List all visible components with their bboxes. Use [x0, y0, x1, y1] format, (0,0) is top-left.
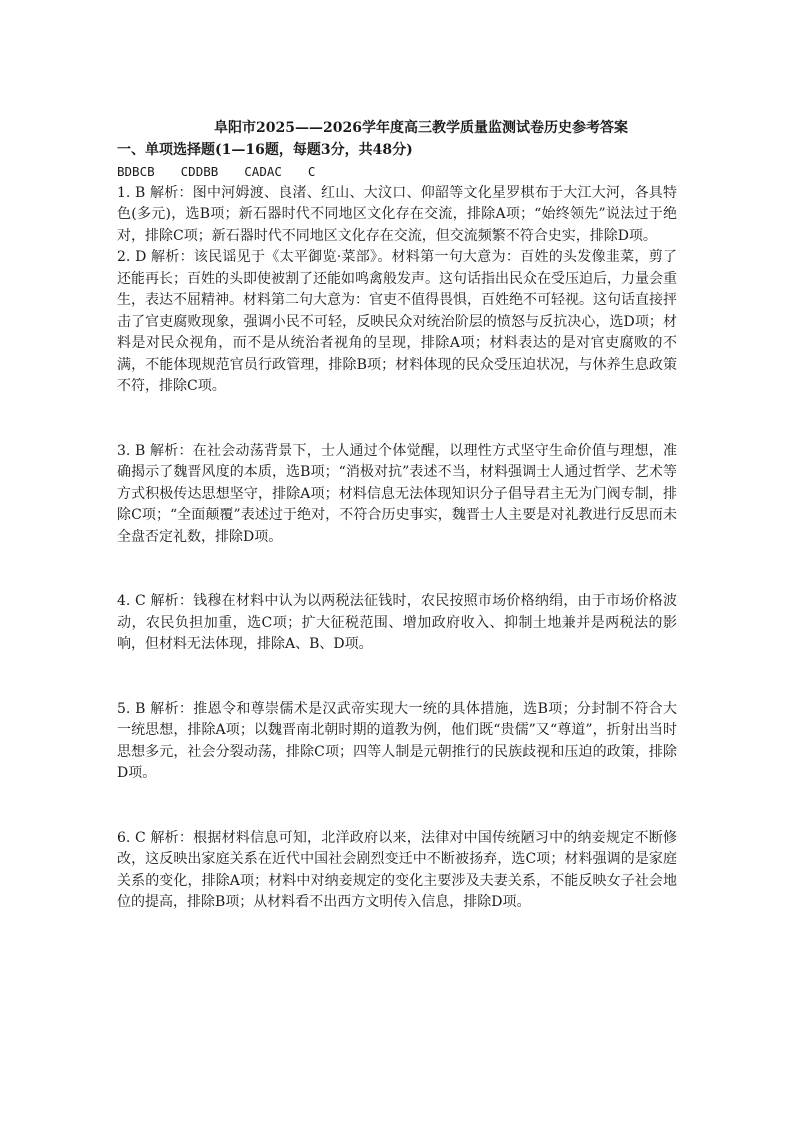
item-number: 4. C 解析： — [117, 593, 194, 609]
item-text: 推恩令和尊崇儒术是汉武帝实现大一统的具体措施，选B项；分封制不符合大一统思想，排除A项；以魏晋南北朝时期的道教为例，他们既“贵儒”又“尊道”，折射出当时思想多元，社会分裂动荡，排除C项；四等人制是元朝推行的民族歧视和压迫的政策，排除D项。 — [117, 700, 677, 781]
item-number: 3. B 解析： — [117, 442, 193, 459]
explanation-item-4 — [117, 591, 677, 656]
spacer — [117, 656, 677, 699]
item-number: 6. C 解析： — [117, 829, 194, 846]
section-heading: 一、单项选择题(1—16题，每题3分，共48分) — [117, 141, 413, 158]
item-text: 根据材料信息可知，北洋政府以来，法律对中国传统陋习中的纳妾规定不断修改，这反映出家庭关系在近代中国社会剧烈变迁中不断被扬弃，选C项；材料强调的是家庭关系的变化，排除A项；材料中对纳妾规定的变化主要涉及夫妻关系，不能反映女子社会地位的提高，排除B项；从材料看不出西方文明传入信息，排除D项。 — [117, 829, 677, 910]
spacer — [117, 398, 677, 441]
explanation-item-3 — [117, 441, 677, 549]
explanation-item-1 — [117, 183, 677, 248]
answer-group: CADAC — [244, 164, 282, 179]
item-text: 该民谣见于《太平御览·菜部》。材料第一句大意为：百姓的头发像韭菜，剪了还能再长；百姓的头即使被割了还能如鸣禽般发声。这句话指出民众在受压迫后，力量会重生，表达不屈精神。材料第二句大意为：官吏不值得畏惧，百姓绝不可轻视。这句话直接抨击了官吏腐败现象，强调小民不可轻，反映民众对统治阶层的愤怒与反抗决心，选D项；材料是对民众视角，而不是从统治者视角的呈现，排除A项；材料表达的是对官吏腐败的不满，不能体现规范官员行政管理，排除B项；材料体现的民众受压迫状况，与休养生息政策不符，排除C项。 — [117, 249, 677, 394]
answer-group: CDDBB — [180, 164, 219, 179]
spacer — [117, 548, 677, 591]
answer-sheet — [117, 118, 677, 914]
item-text: 钱穆在材料中认为以两税法征钱时，农民按照市场价格纳绢，由于市场价格波动，农民负担加重，选C项；扩大征税范围、增加政府收入、抑制土地兼并是两税法的影响，但材料无法体现，排除A、B、D项。 — [117, 593, 677, 652]
explanation-item-6 — [117, 828, 677, 914]
answer-group: C — [307, 164, 316, 179]
spacer — [117, 785, 677, 828]
item-number: 1. B 解析： — [117, 184, 193, 201]
explanation-item-5 — [117, 699, 677, 785]
answer-group: BDBCB — [117, 164, 155, 179]
answer-key-row — [117, 161, 677, 183]
explanation-item-2 — [117, 247, 677, 398]
item-text: 在社会动荡背景下，士人通过个体觉醒，以理性方式坚守生命价值与理想，准确揭示了魏晋风度的本质，选B项；“消极对抗”表述不当，材料强调士人通过哲学、艺术等方式积极传达思想坚守，排除A项；材料信息无法体现知识分子倡导君主无为门阀专制，排除C项；“全面颠覆”表述过于绝对，不符合历史事实，魏晋士人主要是对礼教进行反思而未全盘否定礼数，排除D项。 — [117, 442, 678, 545]
item-number: 5. B 解析： — [117, 700, 194, 717]
document-title: 阜阳市2025——2026学年度高三教学质量监测试卷历史参考答案 — [214, 120, 628, 136]
item-number: 2. D 解析： — [117, 249, 194, 265]
item-text: 图中河姆渡、良渚、红山、大汶口、仰韶等文化星罗棋布于大江大河，各具特色(多元)，选B项；新石器时代不同地区文化存在交流，排除A项；“始终领先”说法过于绝对，排除C项；新石器时代不同地区文化存在交流，但交流频繁不符合史实，排除D项。 — [117, 184, 678, 244]
